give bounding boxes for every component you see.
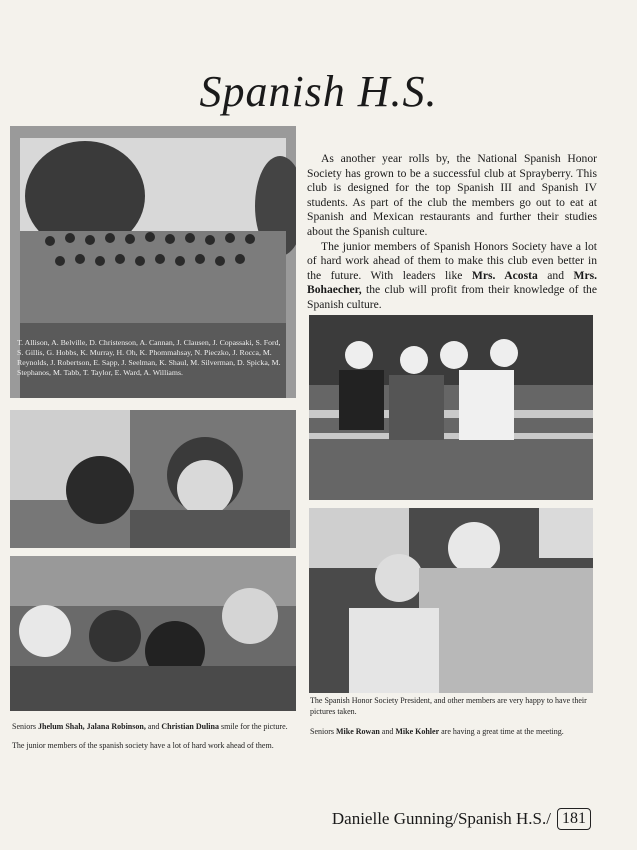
kohler-rowan-caption: Seniors Mike Rowan and Mike Kohler are having a great time at the meeting.	[310, 727, 564, 736]
leader-name: Mrs. Acosta	[471, 268, 538, 282]
page-title: Spanish H.S.	[199, 67, 438, 116]
page-footer	[332, 808, 591, 830]
leader-name: Mrs. Bohaecher,	[307, 268, 597, 297]
article-paragraph-1: As another year rolls by, the National Spanish Honor Society has grown to be a successful club at Sprayberry. This club is designed for the top Spanish III and Spanish IV students. As part of the club the members go out to eat at Spanish and Mexican restaurants and further their studies about the Spanish culture.	[307, 152, 597, 238]
juniors-caption: The junior members of the spanish society have a lot of hard work ahead of them.	[12, 741, 274, 750]
president-photo	[309, 315, 593, 500]
seniors-photo	[10, 410, 296, 548]
footer-text: Danielle Gunning/Spanish H.S./	[331, 809, 551, 828]
juniors-photo	[10, 556, 296, 711]
seniors-caption: Seniors Jhelum Shah, Jalana Robinson, and Christian Dulina smile for the picture.	[12, 722, 288, 731]
kohler-rowan-photo	[309, 508, 593, 693]
page-number: 181	[557, 808, 591, 830]
article-paragraph-2: The junior members of Spanish Honors Society have a lot of hard work ahead of them to make this club even better in the future. With leaders like Mrs. Acosta and Mrs. Bohaecher, the club will profit from their knowledge of the Spanish culture.	[307, 239, 597, 311]
group-photo-caption: T. Allison, A. Belville, D. Christenson, A. Cannan, J. Clausen, J. Copassaki, S. Ford, S. Gillis, G. Hobbs, K. Murray, H. Oh, K. Phommahsay, N. Pieczko, J. Rocca, M. Reynolds, J. Robertson, E. Sapp, J. Seelman, K. Shaul, M. Silverman, D. Spicka, M. Stephanos, M. Tabb, T. Taylor, E. Ward, A. Williams.	[17, 338, 281, 377]
president-caption: The Spanish Honor Society President, and other members are very happy to have their pictures taken.	[310, 696, 587, 716]
article-body	[307, 152, 597, 313]
